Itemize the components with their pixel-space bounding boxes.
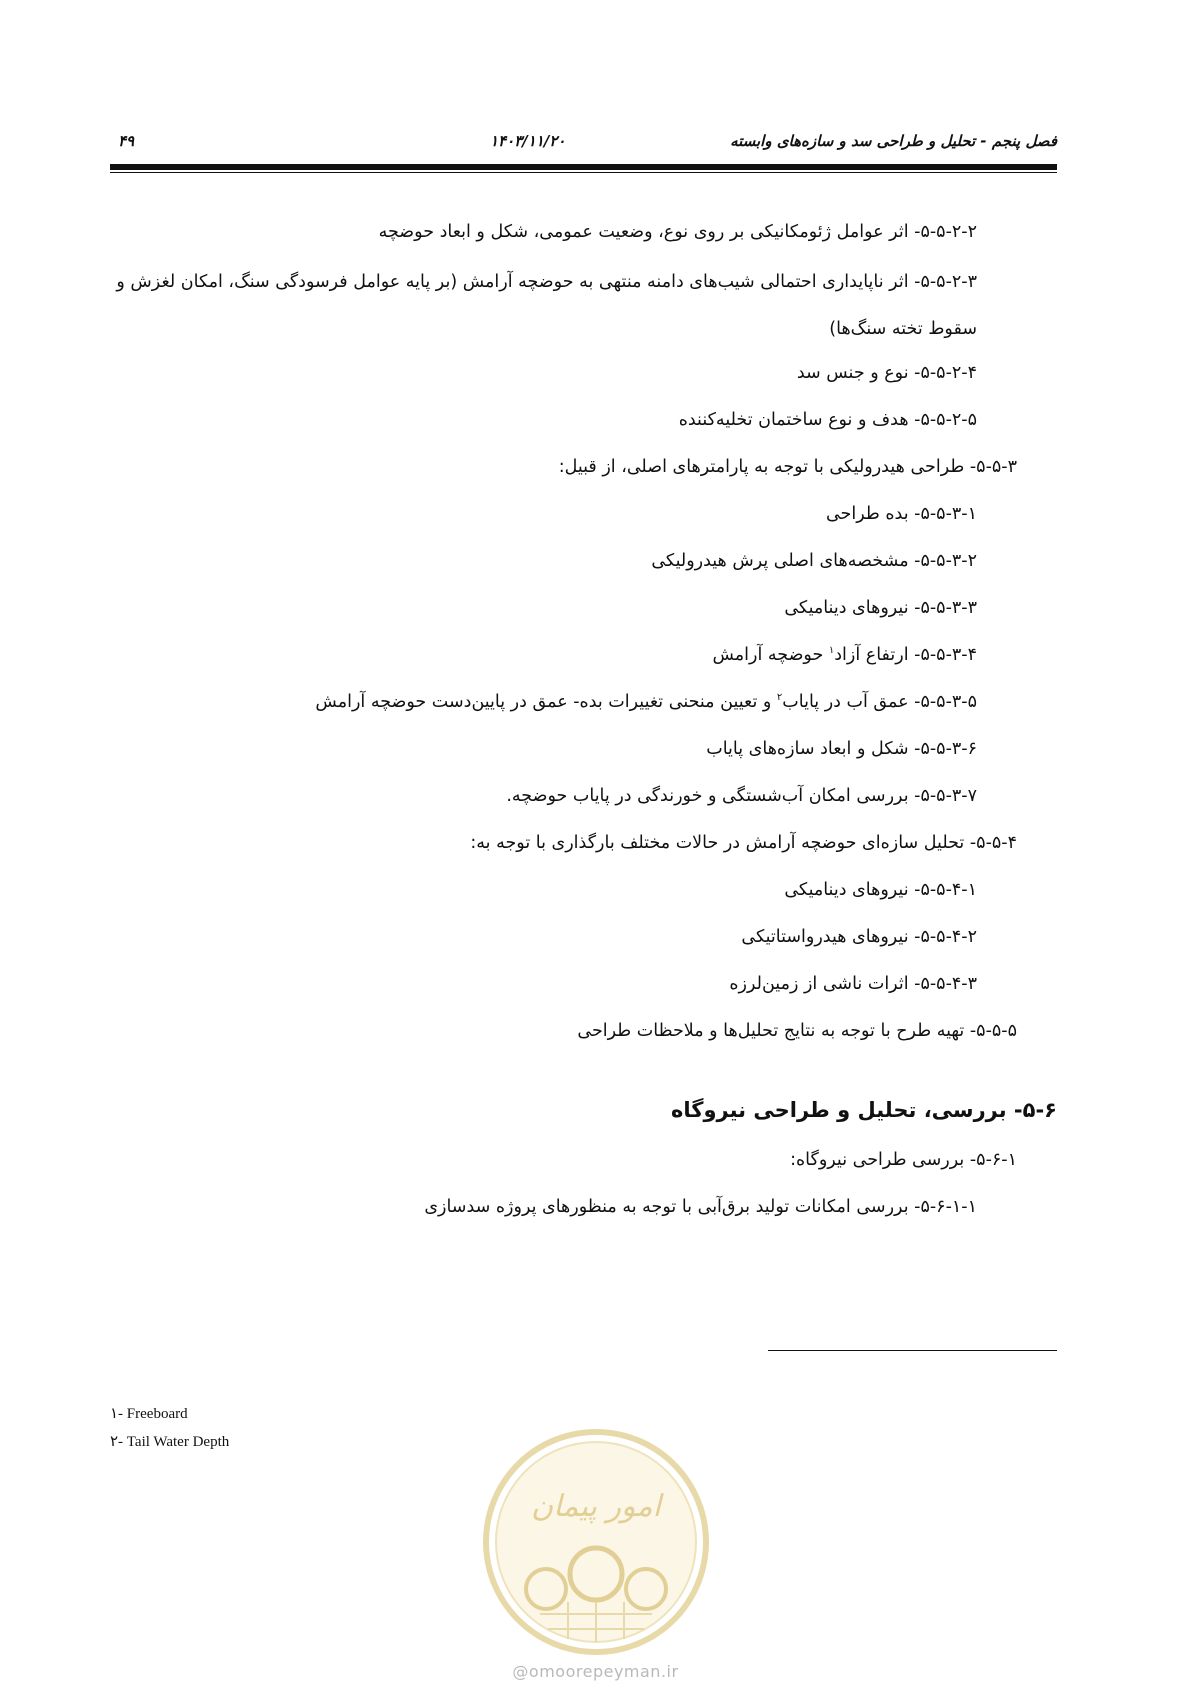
list-item: ۵-۵-۵- تهیه طرح با توجه به نتایج تحلیل‌ها و ملاحظات طراحی — [577, 1021, 1017, 1041]
header-rule-thin — [110, 172, 1057, 173]
list-item: ۵-۶-۱-۱- بررسی امکانات تولید برق‌آبی با توجه به منظورهای پروژه سدسازی — [424, 1197, 977, 1217]
list-item: ۵-۵-۴-۳- اثرات ناشی از زمین‌لرزه — [729, 974, 977, 994]
section-heading: ۵-۶- بررسی، تحلیل و طراحی نیروگاه — [671, 1098, 1057, 1122]
footnote-rule — [768, 1350, 1057, 1351]
logo-seal — [478, 1424, 714, 1660]
list-item: ۵-۵-۳-۳- نیروهای دینامیکی — [784, 598, 977, 618]
header-rule-thick — [110, 164, 1057, 170]
footnote: ۲- Tail Water Depth — [110, 1434, 230, 1450]
list-item: ۵-۵-۲-۵- هدف و نوع ساختمان تخلیه‌کننده — [678, 410, 977, 430]
list-item: ۵-۵-۴-۲- نیروهای هیدرواستاتیکی — [741, 927, 977, 947]
document-body — [110, 212, 1057, 1234]
watermark: @omoorepeyman.ir — [512, 1662, 679, 1681]
item-text: حوضچه آرامش — [712, 645, 829, 665]
list-item: ۵-۵-۲-۲- اثر عوامل ژئومکانیکی بر روی نوع، وضعیت عمومی، شکل و ابعاد حوضچه — [378, 222, 977, 242]
list-item: ۵-۵-۲-۴- نوع و جنس سد — [796, 363, 977, 383]
header-date: ۱۴۰۳/۱۱/۲۰ — [490, 132, 566, 150]
list-item — [110, 682, 1057, 729]
item-text: ۵-۵-۳-۵- عمق آب در پایاب — [782, 692, 977, 712]
list-item: ۵-۵-۴-۱- نیروهای دینامیکی — [784, 880, 977, 900]
item-text: و تعیین منحنی تغییرات بده- عمق در پایین‌دست حوضچه آرامش — [315, 692, 777, 712]
footnote-mark: ۲ — [776, 692, 783, 704]
page-number: ۴۹ — [118, 132, 135, 150]
logo-seal-icon — [478, 1424, 714, 1660]
list-item: ۵-۵-۳-۱- بده طراحی — [825, 504, 977, 524]
chapter-title: فصل پنجم - تحلیل و طراحی سد و سازه‌های وابسته — [730, 132, 1057, 150]
footnotes — [110, 1400, 229, 1456]
list-item: ۵-۵-۳-۲- مشخصه‌های اصلی پرش هیدرولیکی — [651, 551, 977, 571]
list-item — [110, 635, 1057, 682]
page-header — [110, 130, 1057, 154]
logo-text: امور پیمان — [531, 1489, 661, 1524]
list-item: ۵-۵-۳-۷- بررسی امکان آب‌شستگی و خورندگی در پایاب حوضچه. — [506, 786, 977, 806]
footnote-mark: ۱ — [828, 645, 835, 657]
list-item: ۵-۵-۴- تحلیل سازه‌ای حوضچه آرامش در حالات مختلف بارگذاری با توجه به: — [470, 833, 1017, 853]
list-item: ۵-۵-۲-۳- اثر ناپایداری احتمالی شیب‌های دامنه منتهی به حوضچه آرامش (بر پایه عوامل فرسودگی سنگ، امکان لغزش و سقوط تخته سنگ‌ها) — [116, 272, 977, 339]
list-item: ۵-۵-۳- طراحی هیدرولیکی با توجه به پارامترهای اصلی، از قبیل: — [558, 457, 1017, 477]
list-item: ۵-۶-۱- بررسی طراحی نیروگاه: — [790, 1150, 1017, 1170]
list-item: ۵-۵-۳-۶- شکل و ابعاد سازه‌های پایاب — [706, 739, 977, 759]
footnote: ۱- Freeboard — [110, 1406, 188, 1422]
item-text: ۵-۵-۳-۴- ارتفاع آزاد — [834, 645, 977, 665]
